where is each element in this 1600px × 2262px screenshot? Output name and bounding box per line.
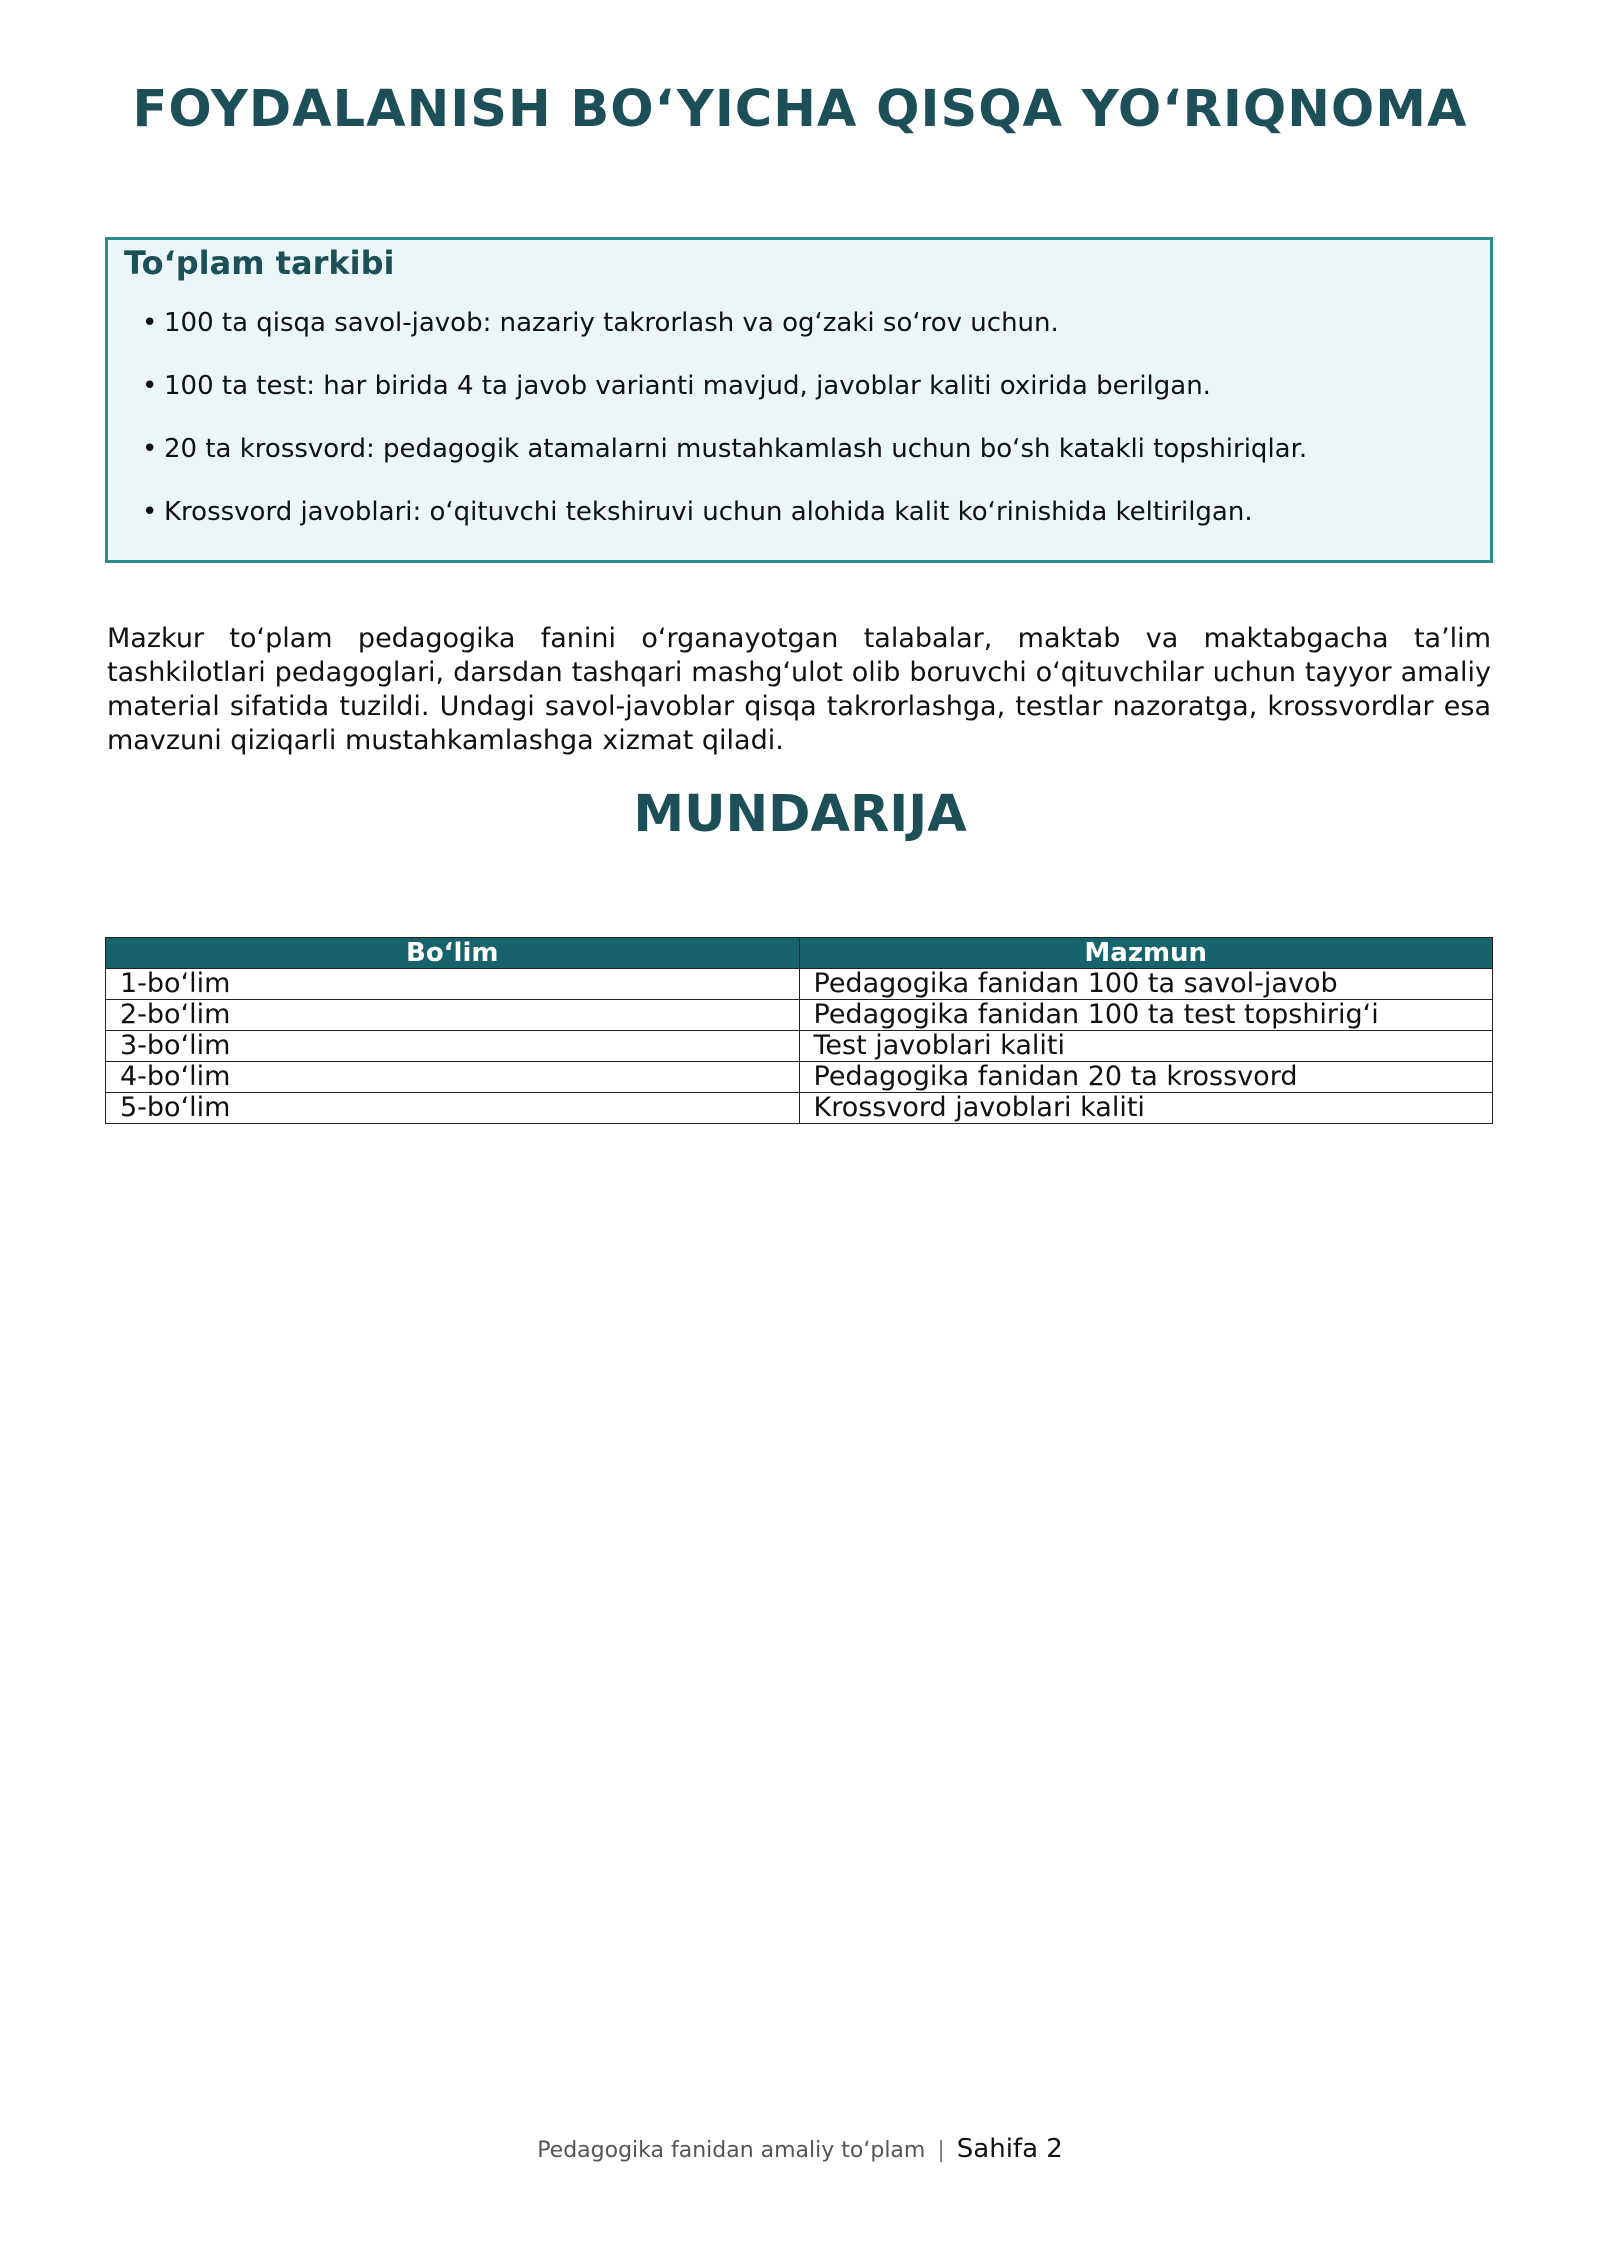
info-list <box>142 308 1307 560</box>
section-cell: 2-bo‘lim <box>106 1000 800 1031</box>
bullet-icon: • <box>142 371 158 401</box>
info-box-title: To‘plam tarkibi <box>124 244 395 282</box>
footer-book-title: Pedagogika fanidan amaliy to‘plam <box>537 2138 926 2163</box>
list-item <box>142 497 1307 527</box>
section-cell: 4-bo‘lim <box>106 1062 800 1093</box>
content-cell: Pedagogika fanidan 100 ta savol-javob <box>799 969 1493 1000</box>
table-header-row <box>106 938 1493 969</box>
content-cell: Krossvord javoblari kaliti <box>799 1093 1493 1124</box>
bullet-icon: • <box>142 308 158 338</box>
page-title: FOYDALANISH BO‘YICHA QISQA YO‘RIQNOMA <box>132 80 1468 139</box>
page-footer <box>0 2134 1600 2164</box>
list-item-text: 100 ta test: har birida 4 ta javob varianti mavjud, javoblar kaliti oxirida berilgan. <box>164 371 1211 401</box>
bullet-icon: • <box>142 434 158 464</box>
contents-title: MUNDARIJA <box>633 785 967 844</box>
contents-table <box>105 937 1493 1124</box>
list-item-text: 20 ta krossvord: pedagogik atamalarni mustahkamlash uchun bo‘sh katakli topshiriqlar. <box>164 434 1308 464</box>
section-cell: 1-bo‘lim <box>106 969 800 1000</box>
bullet-icon: • <box>142 497 158 527</box>
table-row <box>106 969 1493 1000</box>
list-item <box>142 371 1307 401</box>
content-cell: Pedagogika fanidan 100 ta test topshirig‘i <box>799 1000 1493 1031</box>
content-cell: Test javoblari kaliti <box>799 1031 1493 1062</box>
table-row <box>106 1093 1493 1124</box>
section-cell: 5-bo‘lim <box>106 1093 800 1124</box>
list-item-text: Krossvord javoblari: o‘qituvchi tekshiruvi uchun alohida kalit ko‘rinishida keltirilgan. <box>164 497 1253 527</box>
table-row <box>106 1000 1493 1031</box>
footer-separator: | <box>937 2138 945 2163</box>
contents-info-box <box>105 237 1493 563</box>
list-item <box>142 308 1307 338</box>
table-row <box>106 1031 1493 1062</box>
table-row <box>106 1062 1493 1093</box>
list-item-text: 100 ta qisqa savol-javob: nazariy takrorlash va og‘zaki so‘rov uchun. <box>164 308 1059 338</box>
content-cell: Pedagogika fanidan 20 ta krossvord <box>799 1062 1493 1093</box>
page-number: Sahifa 2 <box>956 2134 1063 2164</box>
column-header-content: Mazmun <box>799 938 1493 969</box>
intro-paragraph: Mazkur to‘plam pedagogika fanini o‘rganayotgan talabalar, maktab va maktabgacha ta’lim tashkilotlari pedagoglari, darsdan tashqari mashg‘ulot olib boruvchi o‘qituvchilar uchun tayyor amaliy material sifatida tuzildi. Undagi savol-javoblar qisqa takrorlashga, testlar nazoratga, krossvordlar esa mavzuni qiziqarli mustahkamlashga xizmat qiladi. <box>107 623 1491 756</box>
column-header-section: Bo‘lim <box>106 938 800 969</box>
section-cell: 3-bo‘lim <box>106 1031 800 1062</box>
list-item <box>142 434 1307 464</box>
